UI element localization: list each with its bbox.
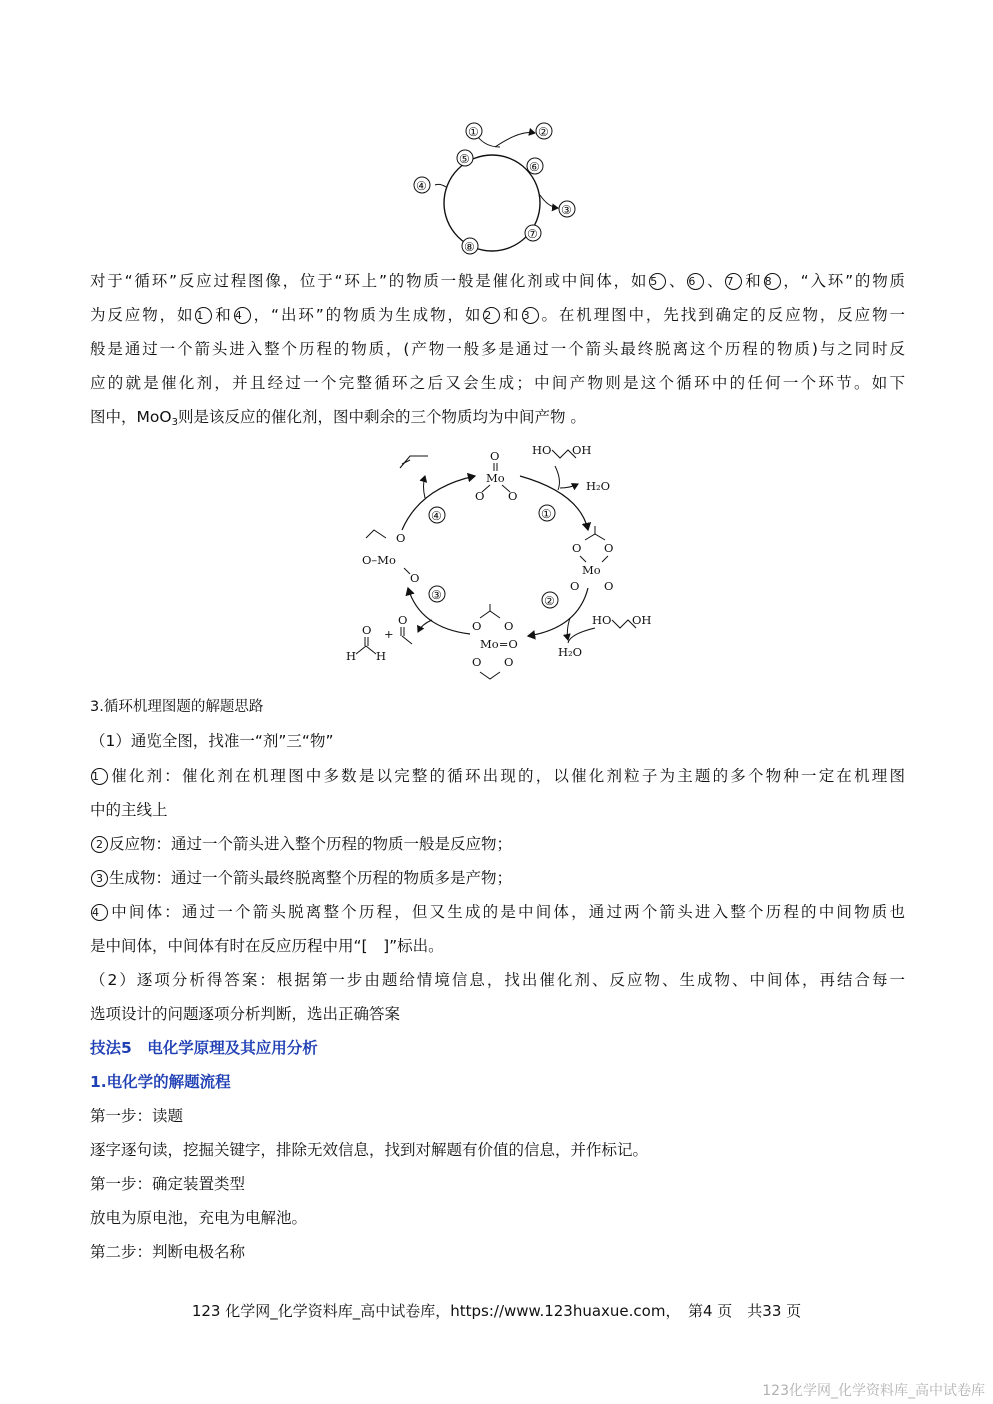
svg-text:①: ① — [541, 507, 552, 521]
svg-text:O: O — [570, 579, 580, 593]
arc-step-2 — [528, 588, 588, 636]
svg-text:Mo: Mo — [582, 563, 601, 577]
arrow-out-2 — [495, 133, 535, 147]
skill5-step2-text: 放电为原电池，充电为电解池。 — [90, 1209, 308, 1227]
section3-title: 3.循环机理图题的解题思路 — [90, 699, 264, 715]
step-3 — [429, 586, 445, 602]
svg-text:⑤: ⑤ — [459, 152, 470, 166]
section3-step1: （1）通览全图，找准一“剂”三“物” — [90, 732, 334, 750]
svg-text:O: O — [472, 655, 482, 669]
arrow-out-3 — [540, 195, 558, 208]
svg-text:①: ① — [468, 125, 479, 139]
svg-text:O: O — [396, 531, 406, 545]
svg-text:O: O — [398, 613, 408, 627]
arrow-out-products — [418, 620, 432, 632]
para1-line2: 为反应物，如 1 和 4 ，“出环”的物质为生成物，如 2 和 3 。在机理图中，先找到确定的反应物，反应物一 — [90, 306, 905, 324]
svg-text:③: ③ — [561, 203, 572, 217]
moo3-molecule — [475, 449, 517, 503]
skill5-title: 技法5 电化学原理及其应用分析 — [90, 1039, 318, 1057]
section3-item2: 2 反应物：通过一个箭头进入整个历程的物质一般是反应物； — [90, 834, 905, 854]
svg-text:③: ③ — [431, 588, 442, 602]
step-1 — [539, 505, 555, 521]
para1-line3: 般是通过一个箭头进入整个历程的物质，(产物一般多是通过一个箭头最终脱离这个历程的物质)与之同时反 — [90, 340, 905, 358]
skill5-subtitle: 1.电化学的解题流程 — [90, 1073, 231, 1091]
svg-text:OH: OH — [632, 613, 652, 627]
intermediate-left — [362, 530, 419, 585]
node-5 — [457, 150, 473, 166]
acetaldehyde-molecule — [398, 613, 412, 644]
svg-text:⑧: ⑧ — [464, 240, 475, 254]
arrow-out-propene — [424, 476, 426, 498]
watermark: 123化学网_化学资料库_高中试卷库 — [762, 1383, 985, 1399]
svg-text:O–Mo: O–Mo — [362, 553, 396, 567]
arrow-in-4 — [435, 184, 446, 187]
svg-text:O: O — [362, 623, 372, 637]
svg-text:O: O — [472, 619, 482, 633]
section3-item3: 3 生成物：通过一个箭头最终脱离整个历程的物质多是产物； — [90, 868, 905, 888]
svg-text:HO: HO — [532, 443, 552, 457]
diol-molecule-1 — [532, 443, 591, 458]
section3-step2-line2: 选项设计的问题逐项分析判断，选出正确答案 — [90, 1005, 401, 1023]
node-1 — [466, 123, 482, 139]
skill5-step3: 第二步：判断电极名称 — [90, 1243, 246, 1261]
svg-text:O: O — [572, 541, 582, 555]
step-2 — [542, 592, 558, 608]
section3-step2-line1: （2）逐项分析得答案：根据第一步由题给情境信息，找出催化剂、反应物、生成物、中间体，再结合每一 — [90, 971, 905, 989]
h2o-label-2: H₂O — [558, 645, 583, 659]
svg-text:Mo: Mo — [486, 471, 505, 485]
h2o-label-1: H₂O — [586, 479, 611, 493]
moo3-cycle-diagram — [340, 438, 660, 683]
svg-text:H: H — [376, 649, 387, 663]
svg-text:H: H — [346, 649, 357, 663]
svg-text:②: ② — [544, 594, 555, 608]
arrow-in-diol-2 — [568, 628, 595, 643]
section3-item4-line2: 是中间体，中间体有时在反应历程中用“[ ]”标出。 — [90, 937, 444, 955]
cycle-diagram — [400, 115, 600, 265]
skill5-step1: 第一步：读题 — [90, 1107, 184, 1125]
diol-molecule-2 — [592, 613, 651, 628]
skill5-step2: 第一步：确定装置类型 — [90, 1175, 246, 1193]
para1-line4: 应的就是催化剂，并且经过一个完整循环之后又会生成；中间产物则是这个循环中的任何一个环节。如下 — [90, 374, 905, 392]
plus-sign: + — [384, 627, 394, 641]
arrow-out-h2o-2 — [567, 618, 570, 640]
svg-text:HO: HO — [592, 613, 612, 627]
svg-text:④: ④ — [416, 179, 427, 193]
para1-line1: 对于“循环”反应过程图像，位于“环上”的物质一般是催化剂或中间体，如 5 、 6 、 7 和 8 ，“入环”的物质 — [90, 272, 905, 290]
arrow-out-h2o-1 — [560, 484, 578, 488]
node-7 — [525, 225, 541, 241]
svg-text:O: O — [604, 579, 614, 593]
section3-item1-line1: 1 催化剂：催化剂在机理图中多数是以完整的循环出现的，以催化剂粒子为主题的多个物种一定在机理图 — [92, 767, 905, 785]
svg-text:O: O — [604, 541, 614, 555]
svg-text:Mo=O: Mo=O — [480, 637, 518, 651]
svg-text:②: ② — [538, 125, 549, 139]
svg-text:⑦: ⑦ — [527, 227, 538, 241]
svg-text:O: O — [490, 449, 500, 463]
node-6 — [527, 158, 543, 174]
svg-text:④: ④ — [431, 509, 442, 523]
intermediate-bottom — [472, 604, 518, 679]
svg-text:O: O — [410, 571, 420, 585]
node-4 — [414, 177, 430, 193]
svg-text:OH: OH — [572, 443, 592, 457]
node-3 — [559, 201, 575, 217]
page-footer: 123 化学网_化学资料库_高中试卷库，https://www.123huaxue.com， 第4 页 共33 页 — [191, 1302, 802, 1320]
section3-item4-line1: 4 中间体：通过一个箭头脱离整个历程，但又生成的是中间体，通过两个箭头进入整个历程的中间物质也 — [92, 903, 905, 921]
section3-item1-line2: 中的主线上 — [90, 801, 168, 819]
formaldehyde-molecule — [346, 623, 386, 663]
node-2 — [536, 123, 552, 139]
propene-molecule — [400, 456, 428, 468]
skill5-step1-text: 逐字逐句读，挖掘关键字，排除无效信息，找到对解题有价值的信息，并作标记。 — [90, 1141, 649, 1159]
svg-text:O: O — [475, 489, 485, 503]
arrow-in-diol-1 — [555, 466, 559, 490]
svg-text:O: O — [508, 489, 518, 503]
intermediate-right — [570, 526, 613, 593]
para1-line5: 图中，MoO$_3$则是该反应的催化剂，图中剩余的三个物质均为中间产物 。 — [90, 408, 586, 428]
svg-text:O: O — [504, 619, 514, 633]
svg-text:O: O — [504, 655, 514, 669]
node-8 — [462, 238, 478, 254]
svg-text:⑥: ⑥ — [529, 160, 540, 174]
step-4 — [429, 507, 445, 523]
